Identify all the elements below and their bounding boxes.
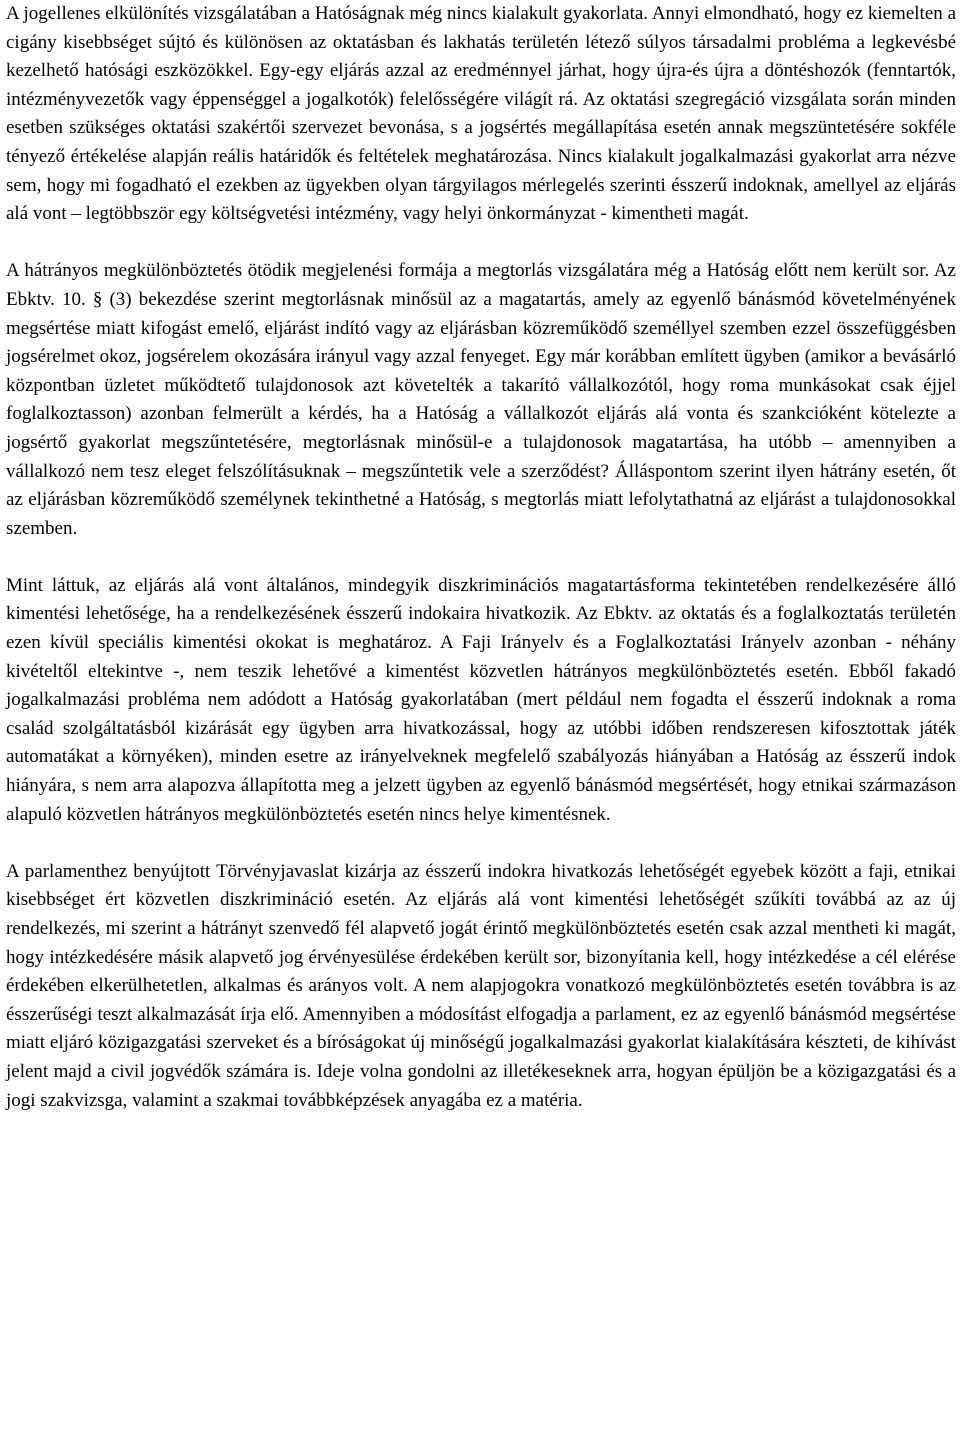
document-page xyxy=(6,0,956,1115)
paragraph-gap xyxy=(6,829,956,858)
paragraph-3: Mint láttuk, az eljárás alá vont általános, mindegyik diszkriminációs magatartásforma tekintetében rendelkezésére álló kimentési lehetősége, ha a rendelkezésének ésszerű indokaira hivatkozik. Az Ebktv. az oktatás és a foglalkoztatás területén ezen kívül speciális kimentési okokat is meghatároz. A Faji Irányelv és a Foglalkoztatási Irányelv azonban - néhány kivételtől eltekintve -, nem teszik lehetővé a kimentést közvetlen hátrányos megkülönböztetés esetén. Ebből fakadó jogalkalmazási probléma nem adódott a Hatóság gyakorlatában (mert például nem fogadta el ésszerű indoknak a roma család szolgáltatásból kizárását egy ügyben arra hivatkozással, hogy az utóbbi időben rendszeresen kifosztottak játék automatákat a környéken), minden esetre az irányelveknek megfelelő szabályozás hiányában a Hatóság az ésszerű indok hiányára, s nem arra alapozva állapította meg a jelzett ügyben az egyenlő bánásmód megsértését, hogy etnikai származáson alapuló közvetlen hátrányos megkülönböztetés esetén nincs helye kimentésnek. xyxy=(6,574,956,825)
paragraph-gap xyxy=(6,229,956,258)
paragraph-4: A parlamenthez benyújtott Törvényjavaslat kizárja az ésszerű indokra hivatkozás lehetőségét egyebek között a faji, etnikai kisebbséget ért közvetlen diszkrimináció esetén. Az eljárás alá vont kimentési lehetőségét szűkíti továbbá az az új rendelkezés, mi szerint a hátrányt szenvedő fél alapvető jogát érintő megkülönböztetés esetén csak azzal mentheti ki magát, hogy intézkedésére másik alapvető jog érvényesülése érdekében került sor, bizonyítania kell, hogy intézkedése a cél elérése érdekében elkerülhetetlen, alkalmas és arányos volt. A nem alapjogokra vonatkozó megkülönböztetés esetén továbbra is az ésszerűségi teszt alkalmazását írja elő. Amennyiben a módosítást elfogadja a parlament, ez az egyenlő bánásmód megsértése miatt eljáró közigazgatási szerveket és a bíróságokat új minőségű jogalkalmazási gyakorlat kialakítására készteti, de kihívást jelent majd a civil jogvédők számára is. Ideje volna gondolni az illetékeseknek arra, hogyan épüljön be a közigazgatási és a jogi szakvizsga, valamint a szakmai továbbképzések anyagába ez a matéria. xyxy=(6,860,956,1111)
paragraph-gap xyxy=(6,543,956,572)
paragraph-2: A hátrányos megkülönböztetés ötödik megjelenési formája a megtorlás vizsgálatára még a Hatóság előtt nem került sor. Az Ebktv. 10. § (3) bekezdése szerint megtorlásnak minősül az a magatartás, amely az egyenlő bánásmód követelményének megsértése miatt kifogást emelő, eljárást indító vagy az eljárásban közreműködő személlyel szemben ezzel összefüggésben jogsérelmet okoz, jogsérelem okozására irányul vagy azzal fenyeget. Egy már korábban említett ügyben (amikor a bevásárló központban üzletet működtető tulajdonosok azt követelték a takarító vállalkozótól, hogy roma munkásokat csak éjjel foglalkoztasson) azonban felmerült a kérdés, ha a Hatóság a vállalkozót eljárás alá vonta és szankcióként kötelezte a jogsértő gyakorlat megszűntetésére, megtorlásnak minősül-e a tulajdonosok magatartása, ha utóbb – amennyiben a vállalkozó nem tesz eleget felszólításuknak – megszűntetik vele a szerződést? Álláspontom szerint ilyen hátrány esetén, őt az eljárásban közreműködő személynek tekinthetné a Hatóság, s megtorlás miatt lefolytathatná az eljárást a tulajdonosokkal szemben. xyxy=(6,260,956,539)
paragraph-1: A jogellenes elkülönítés vizsgálatában a Hatóságnak még nincs kialakult gyakorlata. Annyi elmondható, hogy ez kiemelten a cigány kisebbséget sújtó és különösen az oktatásban és lakhatás területén létező súlyos társadalmi probléma a legkevésbé kezelhető hatósági eszközökkel. Egy-egy eljárás azzal az eredménnyel járhat, hogy újra-és újra a döntéshozók (fenntartók, intézményvezetők vagy éppenséggel a jogalkotók) felelősségére világít rá. Az oktatási szegregáció vizsgálata során minden esetben szükséges oktatási szakértői szervezet bevonása, s a jogsértés megállapítása esetén annak megszüntetésére sokféle tényező értékelése alapján reális határidők és feltételek meghatározása. Nincs kialakult jogalkalmazási gyakorlat arra nézve sem, hogy mi fogadható el ezekben az ügyekben olyan tárgyilagos mérlegelés szerinti ésszerű indoknak, amellyel az eljárás alá vont – legtöbbször egy költségvetési intézmény, vagy helyi önkormányzat - kimentheti magát. xyxy=(6,3,956,225)
